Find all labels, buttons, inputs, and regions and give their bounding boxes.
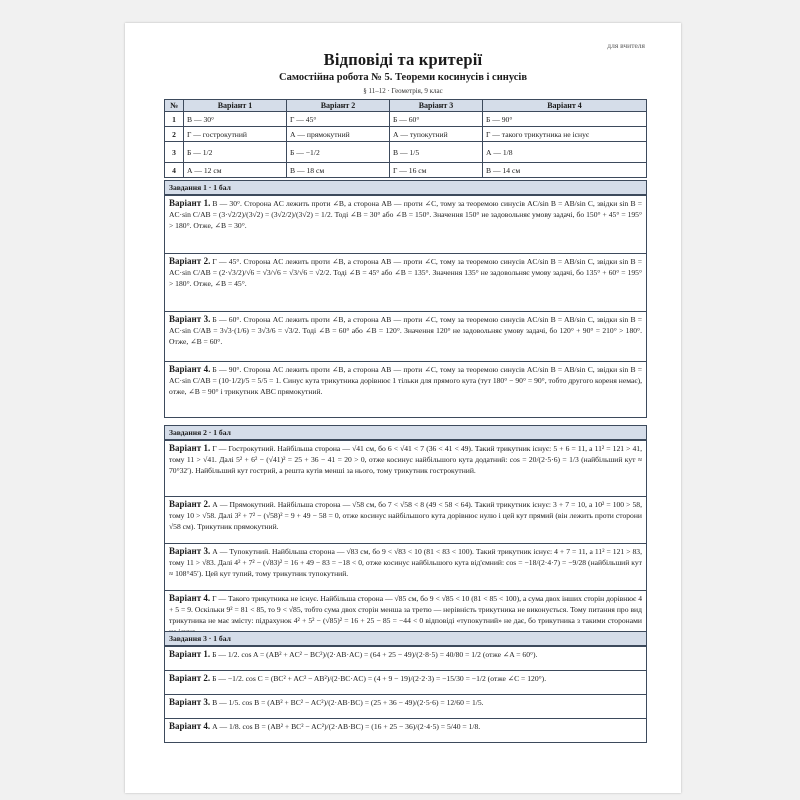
page-title: Відповіді та критерії [323,50,483,69]
answer-cell: Б — 60° [390,112,483,127]
answer-cell: Г — 45° [287,112,390,127]
header-cell: Варіант 4 [483,100,647,112]
variant-label: Варіант 1. [169,198,211,208]
variant-label: Варіант 1. [169,443,211,453]
variant-solution: Б — −1/2. cos C = (BC² + AC² − AB²)/(2·BC·AC) = (4 + 9 − 19)/(2·2·3) = −15/30 = −1/2 (отже ∠C = 120°). [212,674,547,683]
task3-variant-3 [165,694,646,718]
answer-cell: Б — 90° [483,112,647,127]
variant-solution: А — 1/8. cos B = (AB² + BC² − AC²)/(2·AB·BC) = (16 + 25 − 36)/(2·4·5) = 5/40 = 1/8. [212,722,481,731]
variant-label: Варіант 2. [169,256,211,266]
task1-variant-2 [165,253,646,311]
answer-cell: А — 1/8 [483,142,647,163]
answer-cell: А — 12 см [184,163,287,178]
variant-solution: В — 30°. Сторона AC лежить проти ∠B, а сторона AB — проти ∠C, тому за теоремою синусів AC/sin B = AB/sin C, звідки sin B = AC·sin C/AB = (3·√2/2)/(3√2) = (3√2/2)/(3√2) = 1/2. Тоді ∠B = 30° або ∠B = 150°. Значення 150° не задовольняє умову задачі, бо 150° + 45° = 195° > 180°. Отже, ∠B = 30°. [169,199,642,230]
answer-cell: В — 14 см [483,163,647,178]
table-row [165,127,647,142]
task1-variant-3 [165,311,646,361]
teacher-note: для вчителя [607,41,645,50]
answer-cell: Б — −1/2 [287,142,390,163]
task1-section [164,180,647,418]
task1-variant-1 [165,195,646,253]
header-cell: № [165,100,184,112]
answers-table [164,99,647,178]
variant-label: Варіант 4. [169,364,211,374]
task2-variant-2 [165,496,646,543]
variant-label: Варіант 4. [169,593,211,603]
page-subtitle: Самостійна робота № 5. Теореми косинусів і синусів [279,72,527,83]
answer-cell: Г — такого трикутника не існує [483,127,647,142]
task2-variant-4 [165,590,646,637]
variant-label: Варіант 3. [169,697,211,707]
variant-label: Варіант 2. [169,673,211,683]
task2-variant-3 [165,543,646,590]
task3-section [164,631,647,743]
variant-solution: Б — 90°. Сторона AC лежить проти ∠B, а сторона AB — проти ∠C, тому за теоремою синусів AC/sin B = AB/sin C, звідки sin B = AC·sin C/AB = (10·1/2)/5 = 5/5 = 1. Синус кута трикутника дорівнює 1 тільки для прямого кута (тут 180° − 90° = 90°, тобто другого кореня немає), отже, ∠B = 90° і трикутник ABC прямокутний. [169,365,642,396]
variant-solution: А — Тупокутний. Найбільша сторона — √83 см, бо 9 < √83 < 10 (81 < 83 < 100). Такий трикутник існує: 4 + 7 = 11, а 11² = 121 > 83, тому 11 > √83. Далі 4² + 7² − (√83)² = 16 + 49 − 83 = −18 < 0, отже косинус найбільшого кута від'ємний: cos = −18/(2·4·7) = −9/28 (найбільший кут ≈ 108°45′). Цей кут тупий, тому трикутник тупокутний. [169,547,642,578]
task1-variant-4 [165,361,646,417]
answer-cell: В — 30° [184,112,287,127]
header-cell: Варіант 1 [184,100,287,112]
variant-solution: Г — Гострокутний. Найбільша сторона — √41 см, бо 6 < √41 < 7 (36 < 41 < 49). Такий трикутник існує: 5 + 6 = 11, а 11² = 121 > 41, тому 11 > √41. Далі 5² + 6² − (√41)² = 25 + 36 − 41 = 20 > 0, отже косинус найбільшого кута додатний: cos = 20/(2·5·6) = 1/3 (найбільший кут ≈ 70°32′). Найбільший кут гострий, а решта кутів менші за нього, тому трикутник гострокутний. [169,444,642,475]
row-number: 1 [165,112,184,127]
table-row [165,112,647,127]
variant-label: Варіант 2. [169,499,211,509]
variant-solution: Г — 45°. Сторона AC лежить проти ∠B, а сторона AB — проти ∠C, тому за теоремою синусів AC/sin B = AB/sin C, звідки sin B = AC·sin C/AB = (2·√3/2)/√6 = √3/√6 = √3/√6 = √2/2. Тоді ∠B = 45° або ∠B = 135°. Значення 135° не задовольняє умову задачі, бо 135° + 60° = 195° > 180°. Отже, ∠B = 45°. [169,257,642,288]
row-number: 2 [165,127,184,142]
answer-cell: А — прямокутний [287,127,390,142]
task3-variant-4 [165,718,646,742]
answer-cell: Б — 1/2 [184,142,287,163]
task3-header: Завдання 3 · 1 бал [165,632,646,646]
task3-variant-2 [165,670,646,694]
variant-label: Варіант 4. [169,721,211,731]
answer-cell: Г — гострокутний [184,127,287,142]
answer-cell: В — 1/5 [390,142,483,163]
variant-label: Варіант 3. [169,546,211,556]
task2-header: Завдання 2 · 1 бал [165,426,646,440]
variant-solution: Б — 1/2. cos A = (AB² + AC² − BC²)/(2·AB·AC) = (64 + 25 − 49)/(2·8·5) = 40/80 = 1/2 (отже ∠A = 60°). [212,650,538,659]
header-cell: Варіант 2 [287,100,390,112]
answer-cell: В — 18 см [287,163,390,178]
task3-variant-1 [165,646,646,670]
table-row [165,142,647,163]
variant-label: Варіант 3. [169,314,211,324]
table-row [165,163,647,178]
variant-solution: А — Прямокутний. Найбільша сторона — √58 см, бо 7 < √58 < 8 (49 < 58 < 64). Такий трикутник існує: 3 + 7 = 10, а 10² = 100 > 58, тому 10 > √58. Далі 3² + 7² − (√58)² = 9 + 49 − 58 = 0, отже косинус найбільшого кута дорівнює нулю і цей кут прямий (він лежить проти сторони √58 см). Трикутник прямокутний. [169,500,642,531]
answers-header-row [165,100,647,112]
task1-header: Завдання 1 · 1 бал [165,181,646,195]
row-number: 3 [165,142,184,163]
variant-solution: Г — Такого трикутника не існує. Найбільша сторона — √85 см, бо 9 < √85 < 10 (81 < 85 < 100), а сума двох інших сторін дорівнює 4 + 5 = 9. Оскільки 9² = 81 < 85, то 9 < √85, тобто сума двох сторін менша за третю — нерівність трикутника не виконується. Тому питання про вид трикутника не має змісту: підрахунок 4² + 5² − (√85)² = 16 + 25 − 85 = −44 < 0 відповіді «тупокутний» не дає, бо трикутника з такими сторонами [169,594,642,625]
variant-solution: В — 1/5. cos B = (AB² + BC² − AC²)/(2·AB·BC) = (25 + 36 − 49)/(2·5·6) = 12/60 = 1/5. [212,698,484,707]
task2-variant-1 [165,440,646,496]
answer-cell: А — тупокутний [390,127,483,142]
variant-solution: Б — 60°. Сторона AC лежить проти ∠B, а сторона AB — проти ∠C, тому за теоремою синусів AC/sin B = AB/sin C, звідки sin B = AC·sin C/AB = 3√3·(1/6) = 3√3/6 = √3/2. Тоді ∠B = 60° або ∠B = 120°. Значення 120° не задовольняє умову задачі, бо 120° + 90° = 210° > 180°. Отже, ∠B = 60°. [169,315,642,346]
section-reference: § 11–12 · Геометрія, 9 клас [363,87,443,95]
document-page [125,23,681,793]
answer-cell: Г — 16 см [390,163,483,178]
header-cell: Варіант 3 [390,100,483,112]
row-number: 4 [165,163,184,178]
task2-section [164,425,647,638]
variant-label: Варіант 1. [169,649,211,659]
